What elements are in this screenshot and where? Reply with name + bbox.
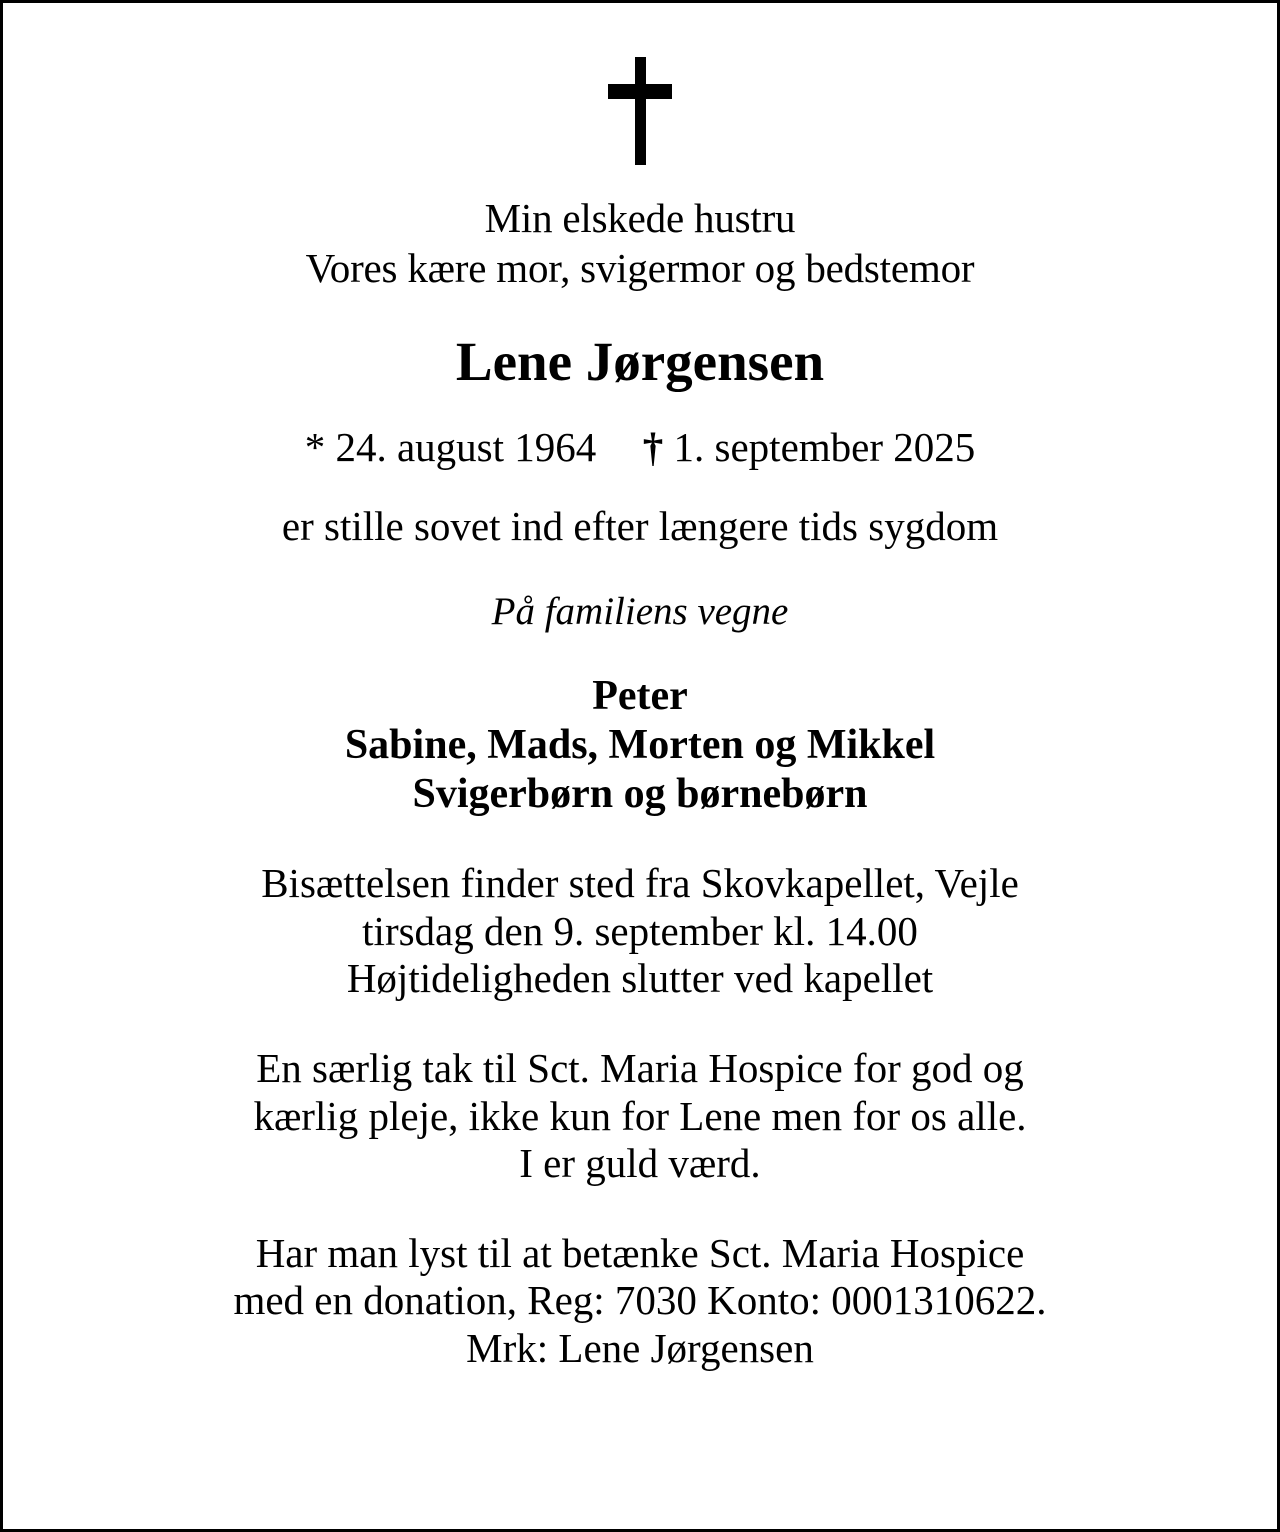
service-line-1: Bisættelsen finder sted fra Skovkapellet, Vejle [261,860,1019,907]
cross-symbol-wrap [63,57,1217,165]
latin-cross-icon [608,57,672,165]
donation-info [233,1230,1046,1373]
deceased-name: Lene Jørgensen [455,331,825,393]
death-date: 1. september 2025 [673,423,976,470]
life-dates [305,424,976,472]
birth-date: 24. august 1964 [335,423,597,470]
service-details [261,860,1019,1003]
cross-stem [635,57,646,165]
thanks-line-2: kærlig pleje, ikke kun for Lene men for os alle. [253,1092,1027,1139]
family-line-3: Svigerbørn og børnebørn [412,770,868,817]
family-line-2: Sabine, Mads, Morten og Mikkel [344,721,936,768]
thanks-message [253,1045,1026,1188]
thanks-line-1: En særlig tak til Sct. Maria Hospice for god og [256,1045,1024,1092]
intro-line-1: Min elskede hustru [484,195,796,241]
intro-line-2: Vores kære mor, svigermor og bedstemor [305,244,975,291]
service-line-3: Højtideligheden slutter ved kapellet [346,955,934,1002]
cause-of-death-text: er stille sovet ind efter længere tids sygdom [281,503,999,550]
intro-block [306,195,975,292]
family-signatures [345,672,935,818]
donation-line-1: Har man lyst til at betænke Sct. Maria Hospice [255,1229,1025,1276]
birth-symbol: * [304,423,326,470]
on-behalf-text: På familiens vegne [491,589,789,633]
death-symbol: † [642,423,664,470]
donation-line-2: med en donation, Reg: 7030 Konto: 0001310622. [233,1277,1047,1324]
donation-line-3: Mrk: Lene Jørgensen [466,1324,814,1371]
thanks-line-3: I er guld værd. [519,1140,761,1187]
service-line-2: tirsdag den 9. september kl. 14.00 [362,907,918,954]
cross-arm [608,84,672,99]
family-line-1: Peter [592,673,688,720]
